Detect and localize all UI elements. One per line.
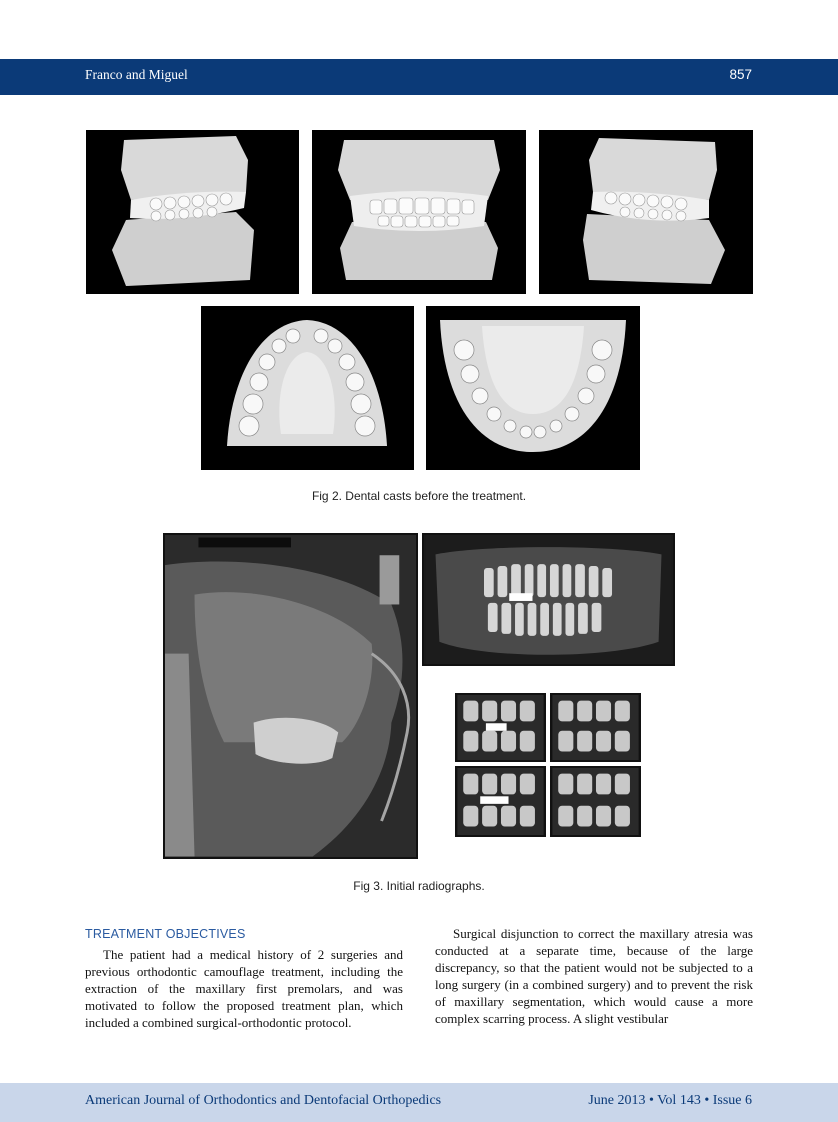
fig2-caption: Fig 2. Dental casts before the treatment. — [311, 489, 527, 503]
bitewing-upper-right — [455, 693, 546, 762]
right-lateral-cast-icon — [86, 130, 299, 294]
left-paragraph: The patient had a medical history of 2 surgeries and previous orthodontic camouflage treatment, including the extraction of the maxillary first premolars, and was motivated to follow the proposed treatment plan, which included a combined surgical-orthodontic protocol. — [85, 946, 403, 1030]
running-footer — [0, 1083, 838, 1122]
page-number: 857 — [729, 67, 752, 82]
journal-name: American Journal of Orthodontics and Dentofacial Orthopedics — [85, 1093, 442, 1108]
frontal-cast-icon — [312, 130, 526, 294]
fig3-caption: Fig 3. Initial radiographs. — [353, 879, 485, 893]
bitewing-lower-right — [455, 766, 546, 837]
bitewing-lower-left — [550, 766, 641, 837]
header-authors: Franco and Miguel — [85, 67, 188, 82]
section-heading: TREATMENT OBJECTIVES — [85, 927, 246, 941]
maxillary-occlusal-cast-icon — [201, 306, 414, 470]
left-column — [85, 926, 403, 1031]
running-header — [0, 59, 838, 95]
bitewing-upper-left — [550, 693, 641, 762]
mandibular-occlusal-cast-icon — [426, 306, 640, 470]
issue-info: June 2013 • Vol 143 • Issue 6 — [588, 1093, 752, 1108]
bitewing-radiograph-icon — [455, 693, 641, 837]
right-column — [435, 926, 753, 1027]
panoramic-radiograph-icon — [422, 533, 675, 666]
right-paragraph: Surgical disjunction to correct the maxillary atresia was conducted at a separate time, because of the large discrepancy, so that the patient would not be subjected to a long surgery (in a combined surgery) and to prevent the risk of maxillary segmentation, which would cause a more complex scarring process. A slight vestibular — [435, 926, 753, 1026]
left-lateral-cast-icon — [539, 130, 753, 294]
lateral-cephalogram-icon — [163, 533, 418, 859]
